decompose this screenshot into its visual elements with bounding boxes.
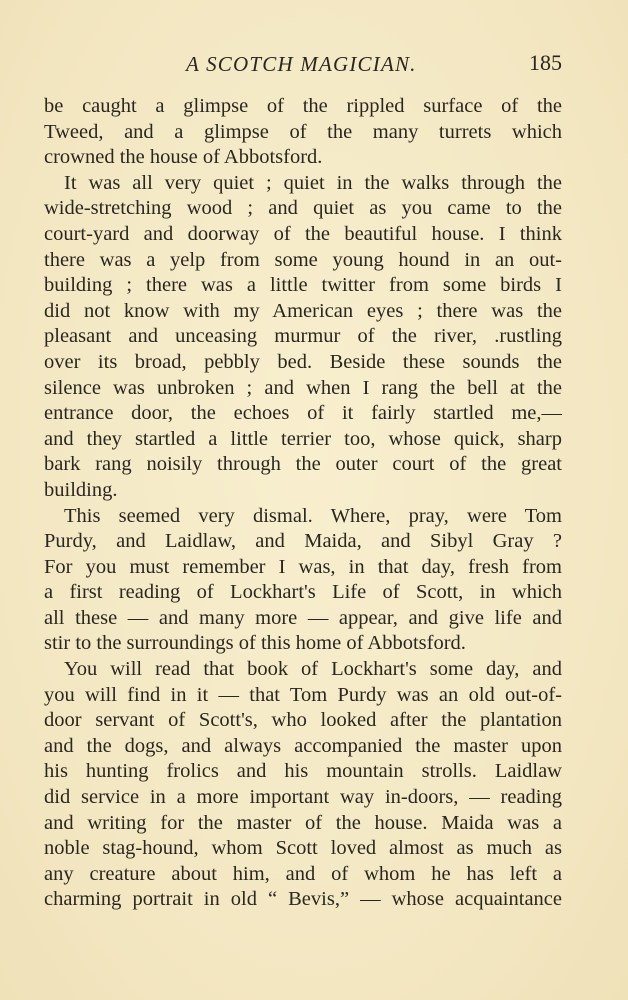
text-line: crowned the house of Abbotsford. — [44, 146, 323, 169]
body-text — [44, 94, 562, 913]
text-line: You will read that book of Lockhart's some day, and — [64, 658, 562, 681]
text-line: wide-stretching wood ; and quiet as you came to the — [44, 197, 562, 220]
text-line: his hunting frolics and his mountain strolls. Laidlaw — [44, 760, 562, 783]
text-line: court-yard and doorway of the beautiful house. I think — [44, 222, 562, 245]
text-line: there was a yelp from some young hound in an out- — [44, 248, 562, 271]
text-line: all these — and many more — appear, and give life and — [44, 606, 562, 629]
text-line: Purdy, and Laidlaw, and Maida, and Sibyl Gray ? — [44, 530, 562, 553]
text-line: door servant of Scott's, who looked after the plantation — [44, 709, 562, 732]
running-head: A SCOTCH MAGICIAN. — [186, 52, 417, 76]
page-header — [44, 50, 562, 84]
text-line: silence was unbroken ; and when I rang the bell at the — [44, 376, 562, 399]
text-line: building ; there was a little twitter from some birds I — [44, 274, 562, 297]
text-line: charming portrait in old “ Bevis,” — whose acquaintance — [44, 888, 562, 911]
text-line: any creature about him, and of whom he has left a — [44, 862, 562, 885]
text-line: noble stag-hound, whom Scott loved almost as much as — [44, 837, 562, 860]
text-line: stir to the surroundings of this home of Abbotsford. — [44, 632, 466, 655]
text-line: did not know with my American eyes ; there was the — [44, 299, 562, 322]
text-line: Tweed, and a glimpse of the many turrets which — [44, 120, 562, 143]
page-number: 185 — [529, 50, 562, 75]
text-line: a first reading of Lockhart's Life of Scott, in which — [44, 581, 562, 604]
text-line: and they startled a little terrier too, whose quick, sharp — [44, 427, 562, 450]
text-line: bark rang noisily through the outer court of the great — [44, 453, 562, 476]
text-line: did service in a more important way in-doors, — reading — [44, 786, 562, 809]
text-line: building. — [44, 478, 118, 501]
text-line: pleasant and unceasing murmur of the river, .rustling — [44, 325, 562, 348]
text-line: and writing for the master of the house. Maida was a — [44, 811, 562, 834]
text-line: It was all very quiet ; quiet in the walks through the — [64, 171, 562, 194]
text-line: you will find in it — that Tom Purdy was an old out-of- — [44, 683, 562, 706]
text-line: entrance door, the echoes of it fairly startled me,— — [44, 402, 562, 425]
text-line: For you must remember I was, in that day, fresh from — [44, 555, 562, 578]
text-line: be caught a glimpse of the rippled surface of the — [44, 95, 562, 117]
text-line: and the dogs, and always accompanied the master upon — [44, 734, 562, 757]
text-line: over its broad, pebbly bed. Beside these sounds the — [44, 350, 562, 373]
text-line: This seemed very dismal. Where, pray, were Tom — [64, 504, 562, 527]
